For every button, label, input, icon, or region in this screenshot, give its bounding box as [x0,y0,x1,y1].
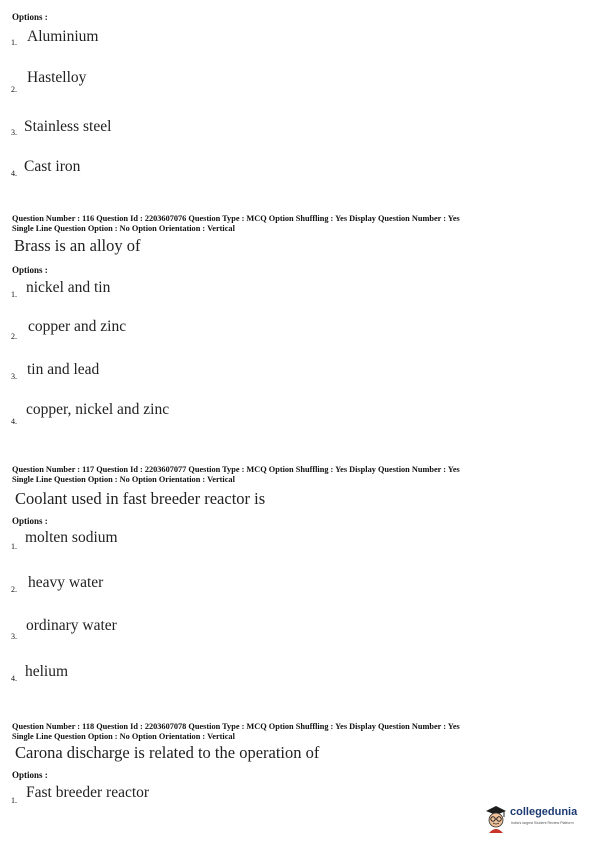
option-text: Cast iron [24,158,81,175]
option-text: copper and zinc [28,318,127,335]
question-meta-line: Single Line Question Option : No Option Orientation : Vertical [12,224,235,233]
option-number: 3. [11,128,17,137]
options-label: Options : [12,516,48,526]
question-meta [12,465,587,485]
option-number: 2. [11,85,17,94]
option-text: helium [25,663,69,680]
question-text: Coolant used in fast breeder reactor is [15,489,266,508]
question-meta-line: Single Line Question Option : No Option Orientation : Vertical [12,732,235,741]
option-number: 4. [11,674,17,683]
options-label: Options : [12,265,48,275]
option-text: Fast breeder reactor [26,784,150,801]
question-meta [12,214,587,234]
graduate-mascot-icon [484,804,508,834]
option-number: 1. [11,796,17,805]
question-meta-line: Question Number : 118 Question Id : 2203607078 Question Type : MCQ Option Shuffling : Yes Display Question Number : Yes [12,722,460,731]
logo-name: collegedunia [510,806,578,818]
option-number: 1. [11,38,17,47]
options-label: Options : [12,770,48,780]
option-text: molten sodium [25,529,118,546]
question-meta [12,722,587,742]
question-meta-line: Single Line Question Option : No Option Orientation : Vertical [12,475,235,484]
option-number: 3. [11,372,17,381]
option-text: ordinary water [26,617,117,634]
option-number: 2. [11,332,17,341]
option-text: copper, nickel and zinc [26,401,170,418]
question-text: Brass is an alloy of [14,236,141,255]
question-text: Carona discharge is related to the operation of [15,743,320,762]
options-label: Options : [12,12,48,22]
option-text: Aluminium [27,28,99,45]
question-meta-line: Question Number : 116 Question Id : 2203607076 Question Type : MCQ Option Shuffling : Yes Display Question Number : Yes [12,214,460,223]
option-text: Stainless steel [24,118,112,135]
question-meta-line: Question Number : 117 Question Id : 2203607077 Question Type : MCQ Option Shuffling : Yes Display Question Number : Yes [12,465,460,474]
option-text: nickel and tin [26,279,111,296]
option-number: 2. [11,585,17,594]
option-number: 4. [11,417,17,426]
option-text: Hastelloy [27,69,87,86]
option-text: tin and lead [27,361,100,378]
option-number: 1. [11,542,17,551]
logo-tagline: India's largest Student Review Platform [511,821,574,825]
option-text: heavy water [28,574,104,591]
collegedunia-logo[interactable] [484,800,592,838]
option-number: 1. [11,290,17,299]
option-number: 3. [11,632,17,641]
option-number: 4. [11,169,17,178]
